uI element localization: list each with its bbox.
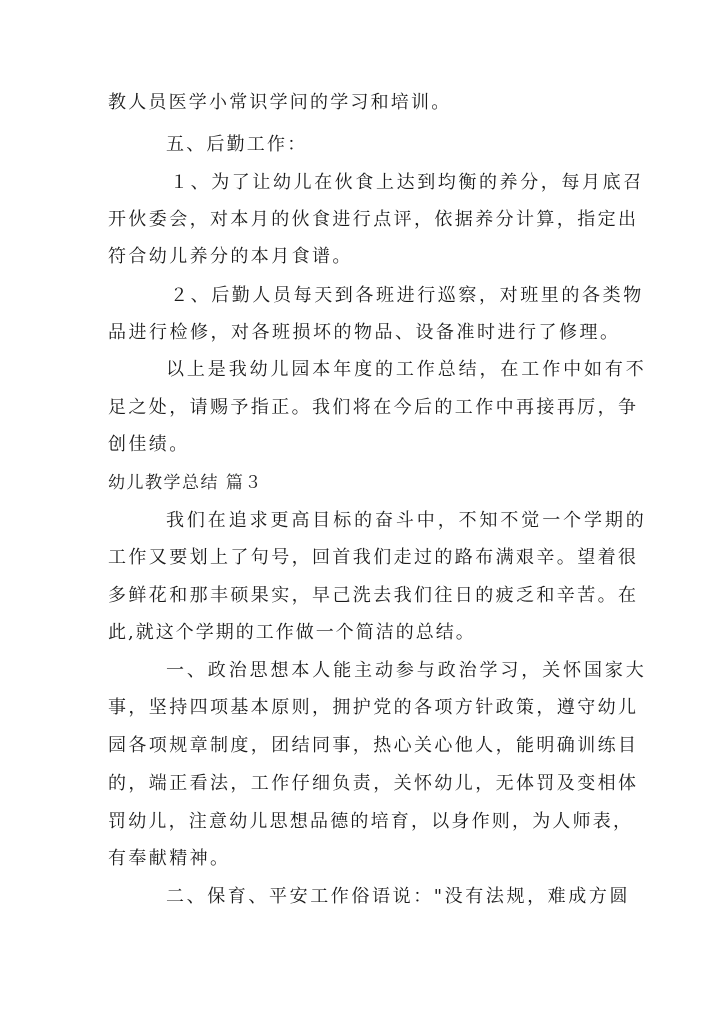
paragraph-line: 创佳绩。 xyxy=(108,434,190,455)
paragraph-line: 符合幼儿养分的本月食谱。 xyxy=(108,246,353,267)
paragraph-line: 有奉献精神。 xyxy=(108,848,231,869)
paragraph-line: 此,就这个学期的工作做一个简洁的总结。 xyxy=(108,622,476,643)
paragraph-line: 我们在追求更高目标的奋斗中，不知不觉一个学期的 xyxy=(166,510,647,531)
section-heading: 五、后勤工作： xyxy=(166,134,308,155)
paragraph-line: 一、政治思想本人能主动参与政治学习，关怀国家大 xyxy=(166,660,647,681)
paragraph-line: 多鲜花和那丰硕果实，早己洗去我们往日的疲乏和辛苦。在 xyxy=(108,585,639,606)
paragraph-line: 教人员医学小常识学问的学习和培训。 xyxy=(108,92,452,113)
section-title: 幼儿教学总结 篇３ xyxy=(108,473,263,493)
paragraph-line: 足之处，请赐予指正。我们将在今后的工作中再接再厉，争 xyxy=(108,397,639,418)
paragraph-line: ２、后勤人员每天到各班进行巡察，对班里的各类物 xyxy=(170,285,644,306)
paragraph-line: 品进行检修，对各班损坏的物品、设备准时进行了修理。 xyxy=(108,322,621,343)
paragraph-line: 园各项规章制度，团结同事，热心关心他人，能明确训练目 xyxy=(108,735,639,756)
paragraph-line: １、为了让幼儿在伙食上达到均衡的养分，每月底召 xyxy=(170,172,644,193)
paragraph-line: 二、保育、平安工作俗语说："没有法规，难成方圆 xyxy=(166,886,631,907)
paragraph-line: 以上是我幼儿园本年度的工作总结，在工作中如有不 xyxy=(166,359,647,380)
paragraph-line: 开伙委会，对本月的伙食进行点评，依据养分计算，指定出 xyxy=(108,209,639,230)
paragraph-line: 罚幼儿，注意幼儿思想品德的培育，以身作则，为人师表， xyxy=(108,811,634,832)
paragraph-line: 的，端正看法，工作仔细负责，关怀幼儿，无体罚及变相体 xyxy=(108,773,639,794)
paragraph-line: 事，坚持四项基本原则，拥护党的各项方针政策，遵守幼儿 xyxy=(108,697,639,718)
paragraph-line: 工作又要划上了句号，回首我们走过的路布满艰辛。望着很 xyxy=(108,547,639,568)
